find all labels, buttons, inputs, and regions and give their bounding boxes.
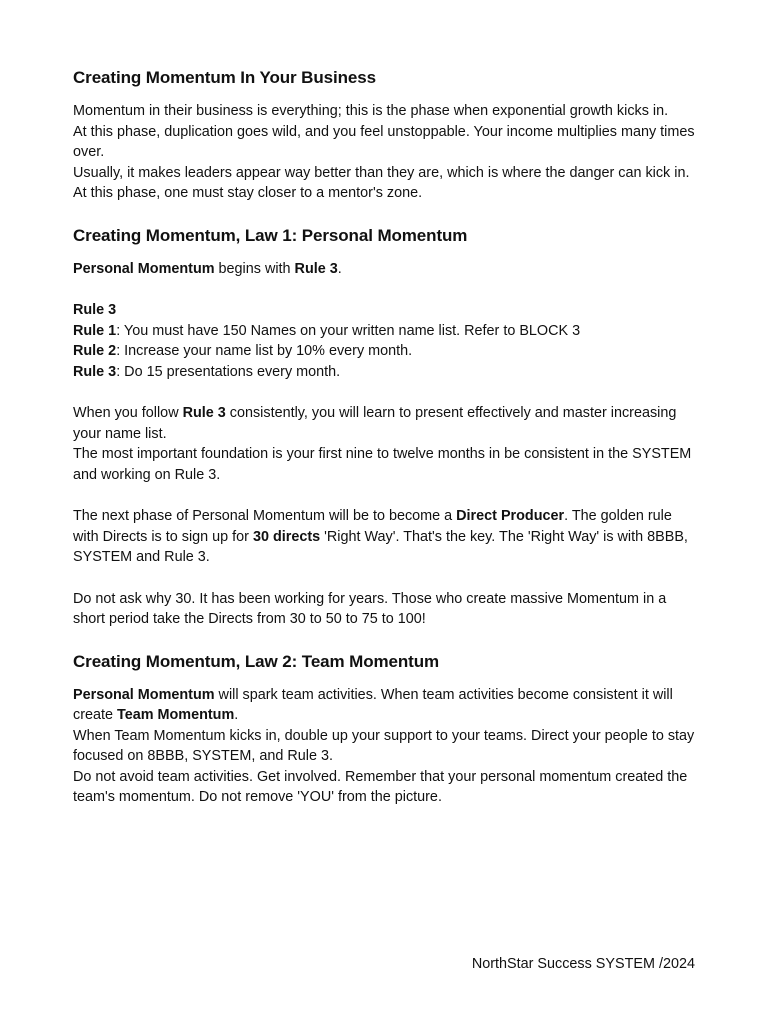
section-heading-law-1: Creating Momentum, Law 1: Personal Momentum: [73, 225, 468, 245]
text-span: begins with: [214, 260, 295, 277]
text-span: consistently, you will learn to present effectively and master increasing your name list.: [73, 405, 677, 442]
text-span: .: [337, 260, 342, 277]
bold-personal-momentum: Personal Momentum: [73, 686, 215, 703]
rule-text: : Do 15 presentations every month.: [116, 363, 341, 380]
text-span: will spark team activities. When team activities become consistent it will create: [73, 686, 673, 723]
paragraph-team-support: When Team Momentum kicks in, double up your support to your teams. Direct your people to stay focused on 8BBB, SYSTEM, and Rule 3.: [73, 727, 695, 764]
rules-title-text: Rule 3: [73, 302, 117, 318]
bold-rule-3: Rule 3: [294, 260, 338, 277]
text-span: The next phase of Personal Momentum will be to become a: [73, 508, 457, 524]
rule-text: : You must have 150 Names on your written name list. Refer to BLOCK 3: [116, 322, 581, 339]
rule-label: Rule 3: [73, 363, 117, 380]
rule-item-3: [73, 362, 699, 383]
section-heading-law-2: Creating Momentum, Law 2: Team Momentum: [73, 651, 440, 671]
paragraph-personal-momentum-intro: [73, 259, 699, 280]
text-span: 'Right Way'. That's the key. The 'Right Way' is with 8BBB, SYSTEM and Rule 3.: [73, 528, 688, 565]
bold-team-momentum: Team Momentum: [117, 707, 235, 723]
bold-rule-3: Rule 3: [182, 405, 226, 421]
rule-item-1: [73, 321, 699, 342]
paragraph-leaders-danger: Usually, it makes leaders appear way better than they are, which is where the danger can kick in. At this phase, one must stay closer to a mentor's zone.: [73, 164, 690, 201]
document-page: [73, 66, 699, 808]
paragraph-momentum-intro: Momentum in their business is everything; this is the phase when exponential growth kicks in.: [73, 103, 669, 119]
paragraph-why-30: Do not ask why 30. It has been working for years. Those who create massive Momentum in a short period take the Directs from 30 to 50 to 75 to 100!: [73, 590, 667, 627]
rules-title: [73, 300, 699, 321]
bold-direct-producer: Direct Producer: [456, 508, 565, 524]
paragraph-duplication: At this phase, duplication goes wild, and you feel unstoppable. Your income multiplies many times over.: [73, 123, 695, 160]
paragraph-team-activities: [73, 685, 699, 726]
paragraph-foundation: The most important foundation is your first nine to twelve months in be consistent in the SYSTEM and working on Rule 3.: [73, 446, 692, 483]
page-footer: NorthStar Success SYSTEM /2024: [471, 956, 695, 972]
paragraph-direct-producer: [73, 506, 699, 568]
text-span: . The golden rule with Directs is to sign up for: [73, 508, 672, 545]
paragraph-get-involved: Do not avoid team activities. Get involved. Remember that your personal momentum created the team's momentum. Do not remove 'YOU' from the picture.: [73, 768, 688, 805]
rule-item-2: [73, 341, 699, 362]
text-span: .: [234, 707, 239, 723]
section-heading-momentum-business: Creating Momentum In Your Business: [73, 68, 376, 87]
text-span: When you follow: [73, 405, 183, 421]
bold-30-directs: 30 directs: [252, 528, 321, 545]
rule-label: Rule 1: [73, 322, 117, 339]
bold-personal-momentum: Personal Momentum: [73, 260, 215, 277]
rule-text: : Increase your name list by 10% every month.: [116, 343, 413, 359]
paragraph-follow-rule-3: [73, 403, 699, 444]
rule-label: Rule 2: [73, 343, 117, 359]
